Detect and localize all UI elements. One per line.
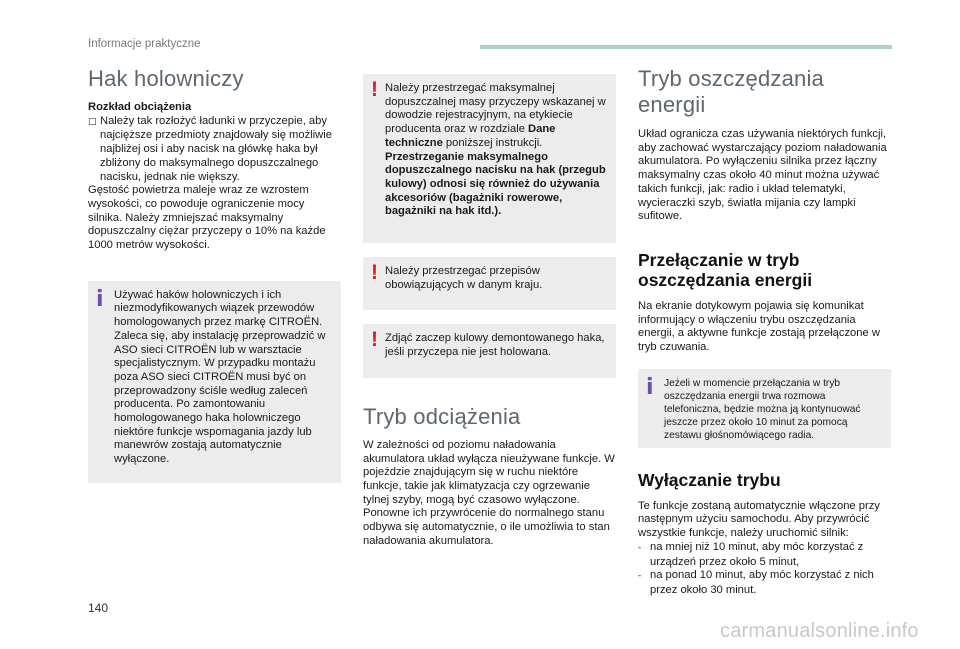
unload-mode-title: Tryb odciążenia xyxy=(363,403,521,429)
economy-mode-title: Tryb oszczędzania energii xyxy=(638,66,824,117)
economy-info-box xyxy=(638,369,891,448)
section-header: Informacje praktyczne xyxy=(88,38,201,50)
air-density-text: Gęstość powietrza maleje wraz ze wzrostem wysokości, co powoduje ograniczenie mocy silnika. Należy zmniejszać maksymalny dopuszczalny ciężar przyczepy o 10% na każde 1000 metrów wysokości. xyxy=(88,184,326,252)
warning-box-ball-joint xyxy=(363,324,616,377)
economy-intro-text: Układ ogranicza czas używania niektórych funkcji, aby zachować wystarczający poziom naładowania akumulatora. Po wyłączeniu silnika przez łączny maksymalny czas około 40 minut można używać takich funkcji, jak: radio i układ telematyki, wycieraczki szyb, światła mijania czy lampki sufitowe. xyxy=(638,128,887,223)
towbar-info-box xyxy=(88,281,341,483)
load-heading: Rozkład obciążenia xyxy=(88,101,192,113)
list-item: - na mniej niż 10 minut, aby móc korzystać z urządzeń przez około 5 minut, xyxy=(638,540,864,568)
unload-mode-text: W zależności od poziomu naładowania akumulatora układ wyłącza nieużywane funkcje. W pojeździe znajdującym się w ruchu niektóre funkcje, takie jak klimatyzacja czy ogrzewanie tylnej szyby, mogą być czasowo wyłączone. Ponowne ich przywrócenie do normalnego stanu odbywa się automatycznie, o ile umożliwia to stan naładowania akumulatora. xyxy=(363,438,615,547)
dash-bullet: - xyxy=(638,571,642,582)
exit-mode-text: Te funkcje zostaną automatycznie włączone przy następnym użyciu samochodu. Aby przywrócić wszystkie funkcje, należy uruchomić silnik: xyxy=(638,499,880,540)
warning-max-mass-text: Należy przestrzegać maksymalnej dopuszczalnej masy przyczepy wskazanej w dowodzie rejestracyjnym, na etykiecie producenta oraz w rozdziale Dane techniczne poniższej instrukcji. xyxy=(385,82,606,149)
warning-ball-joint-text: Zdjąć zaczep kulowy demontowanego haka, jeśli przyczepa nie jest holowana. xyxy=(385,332,605,359)
info-icon: i xyxy=(96,286,104,312)
list-item: - na ponad 10 minut, aby móc korzystać z nich przez około 30 minut. xyxy=(638,569,874,596)
warning-regulations-text: Należy przestrzegać przepisów obowiązujących w danym kraju. xyxy=(385,265,543,291)
warning-box-regulations xyxy=(363,257,616,310)
towbar-info-text: Używać haków holowniczych i ich niezmodyfikowanych wiązek przewodów homologowanych przez markę CITROËN. Zaleca się, aby instalację przeprowadzić w ASO sieci CITROËN lub w warsztacie specjalistycznym. W przypadku montażu poza ASO sieci CITROËN musi być on przeprowadzony ściśle według zaleceń producenta. Po zamontowaniu homologowanego haka holowniczego niektóre funkcje wspomagania jazdy lub manewrów zostają automatycznie wyłączone. xyxy=(114,288,326,466)
square-bullet-icon: □ xyxy=(88,116,97,127)
page-number: 140 xyxy=(88,601,109,615)
towbar-title: Hak holowniczy xyxy=(88,66,244,91)
warning-icon: ! xyxy=(371,261,378,285)
header-accent-bar xyxy=(480,45,892,49)
load-bullet-item: □ Należy tak rozłożyć ładunki w przyczepie, aby najcięższe przedmioty znajdowały się możliwie najbliżej osi i aby nacisk na główkę haka był zbliżony do maksymalnego dopuszczalnego nacisku, jednak nie większy. xyxy=(88,114,332,183)
warning-icon: ! xyxy=(371,78,378,101)
column-towbar xyxy=(88,66,341,483)
switch-to-economy-heading: Przełączanie w tryb oszczędzania energii xyxy=(638,249,813,290)
warning-hook-load-text: Przestrzeganie maksymalnego dopuszczalnego nacisku na hak (przegub kulowy) odnosi się również do używania akcesoriów (bagażniki rowerowe, bagażniki na hak itd.). xyxy=(385,150,606,218)
watermark: carmanualsonline.info xyxy=(720,620,919,642)
switch-to-economy-text: Na ekranie dotykowym pojawia się komunikat informujący o włączeniu trybu oszczędzania energii, a aktywne funkcje zostają przełączone w tryb czuwania. xyxy=(638,299,880,354)
column-energy-economy xyxy=(638,66,891,598)
economy-info-text: Jeżeli w momencie przełączania w tryb oszczędzania energii trwa rozmowa telefoniczna, będzie można ją kontynuować jeszcze przez około 10 minut za pomocą zestawu głośnomówiącego radia. xyxy=(664,377,861,441)
warning-box-max-mass xyxy=(363,74,616,243)
dash-bullet: - xyxy=(638,542,642,553)
exit-mode-heading: Wyłączanie trybu xyxy=(638,469,781,490)
column-warnings xyxy=(363,74,616,548)
info-icon: i xyxy=(646,374,654,400)
warning-icon: ! xyxy=(371,328,378,352)
